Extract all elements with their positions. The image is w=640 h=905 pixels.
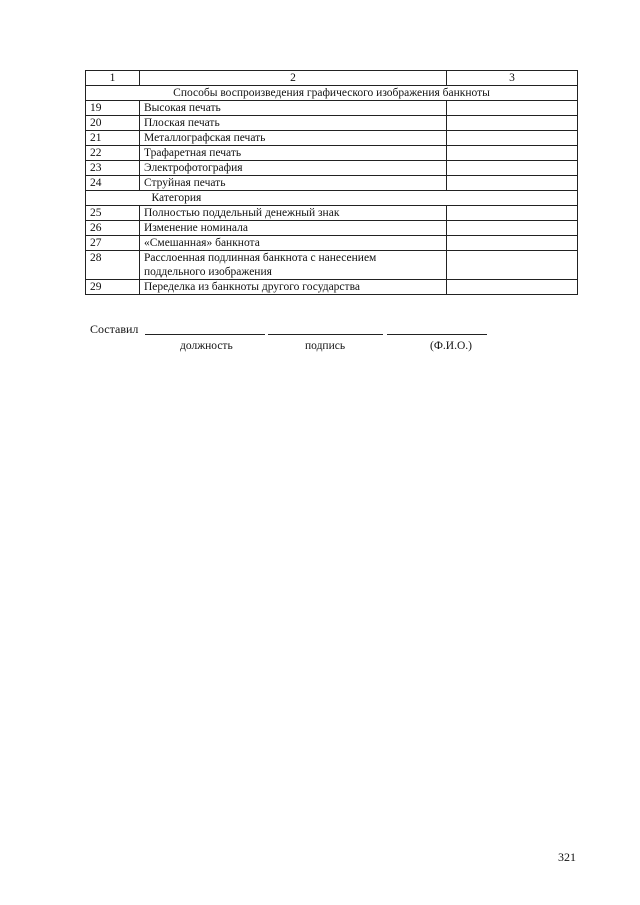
row-value-cell <box>447 236 578 251</box>
table-row <box>86 221 578 236</box>
table-row <box>86 251 578 280</box>
row-text: Струйная печать <box>140 176 447 191</box>
table-header-row <box>86 71 578 86</box>
category-spacer <box>86 191 140 206</box>
row-text: Металлографская печать <box>140 131 447 146</box>
row-value-cell <box>447 280 578 295</box>
row-text: Высокая печать <box>140 101 447 116</box>
table-row <box>86 176 578 191</box>
row-text: Электрофотография <box>140 161 447 176</box>
table-row <box>86 101 578 116</box>
header-col-1: 1 <box>86 71 140 86</box>
row-value-cell <box>447 176 578 191</box>
row-value-cell <box>447 146 578 161</box>
row-number: 22 <box>86 146 140 161</box>
caption-full-name: (Ф.И.О.) <box>430 340 472 352</box>
row-value-cell <box>447 116 578 131</box>
position-line <box>145 334 265 335</box>
table-row <box>86 206 578 221</box>
category-title: Категория <box>140 191 578 206</box>
row-number: 21 <box>86 131 140 146</box>
category-title-row <box>86 191 578 206</box>
row-number: 28 <box>86 251 140 280</box>
row-number: 26 <box>86 221 140 236</box>
row-value-cell <box>447 131 578 146</box>
table-row <box>86 146 578 161</box>
signature-block <box>90 322 510 337</box>
signature-line <box>268 334 383 335</box>
row-number: 29 <box>86 280 140 295</box>
table-row <box>86 236 578 251</box>
table-row <box>86 116 578 131</box>
header-col-3: 3 <box>447 71 578 86</box>
row-number: 27 <box>86 236 140 251</box>
row-text: Изменение номинала <box>140 221 447 236</box>
section-title-row <box>86 86 578 101</box>
row-text: Переделка из банкноты другого государства <box>140 280 447 295</box>
row-text: «Смешанная» банкнота <box>140 236 447 251</box>
row-number: 25 <box>86 206 140 221</box>
row-text: Расслоенная подлинная банкнота с нанесением поддельного изображения <box>140 251 447 280</box>
row-text: Плоская печать <box>140 116 447 131</box>
row-value-cell <box>447 206 578 221</box>
row-value-cell <box>447 221 578 236</box>
row-number: 20 <box>86 116 140 131</box>
table-row <box>86 161 578 176</box>
signature-label: Составил <box>90 322 139 336</box>
banknote-table <box>85 70 578 295</box>
caption-signature: подпись <box>305 340 346 352</box>
page-number: 321 <box>558 850 576 864</box>
row-number: 23 <box>86 161 140 176</box>
row-number: 24 <box>86 176 140 191</box>
row-text: Полностью поддельный денежный знак <box>140 206 447 221</box>
row-value-cell <box>447 101 578 116</box>
table-row <box>86 131 578 146</box>
row-value-cell <box>447 251 578 280</box>
section-title: Способы воспроизведения графического изображения банкноты <box>86 86 578 101</box>
name-line <box>387 334 487 335</box>
header-col-2: 2 <box>140 71 447 86</box>
table-row <box>86 280 578 295</box>
caption-position: должность <box>180 340 233 352</box>
row-value-cell <box>447 161 578 176</box>
row-text: Трафаретная печать <box>140 146 447 161</box>
row-number: 19 <box>86 101 140 116</box>
